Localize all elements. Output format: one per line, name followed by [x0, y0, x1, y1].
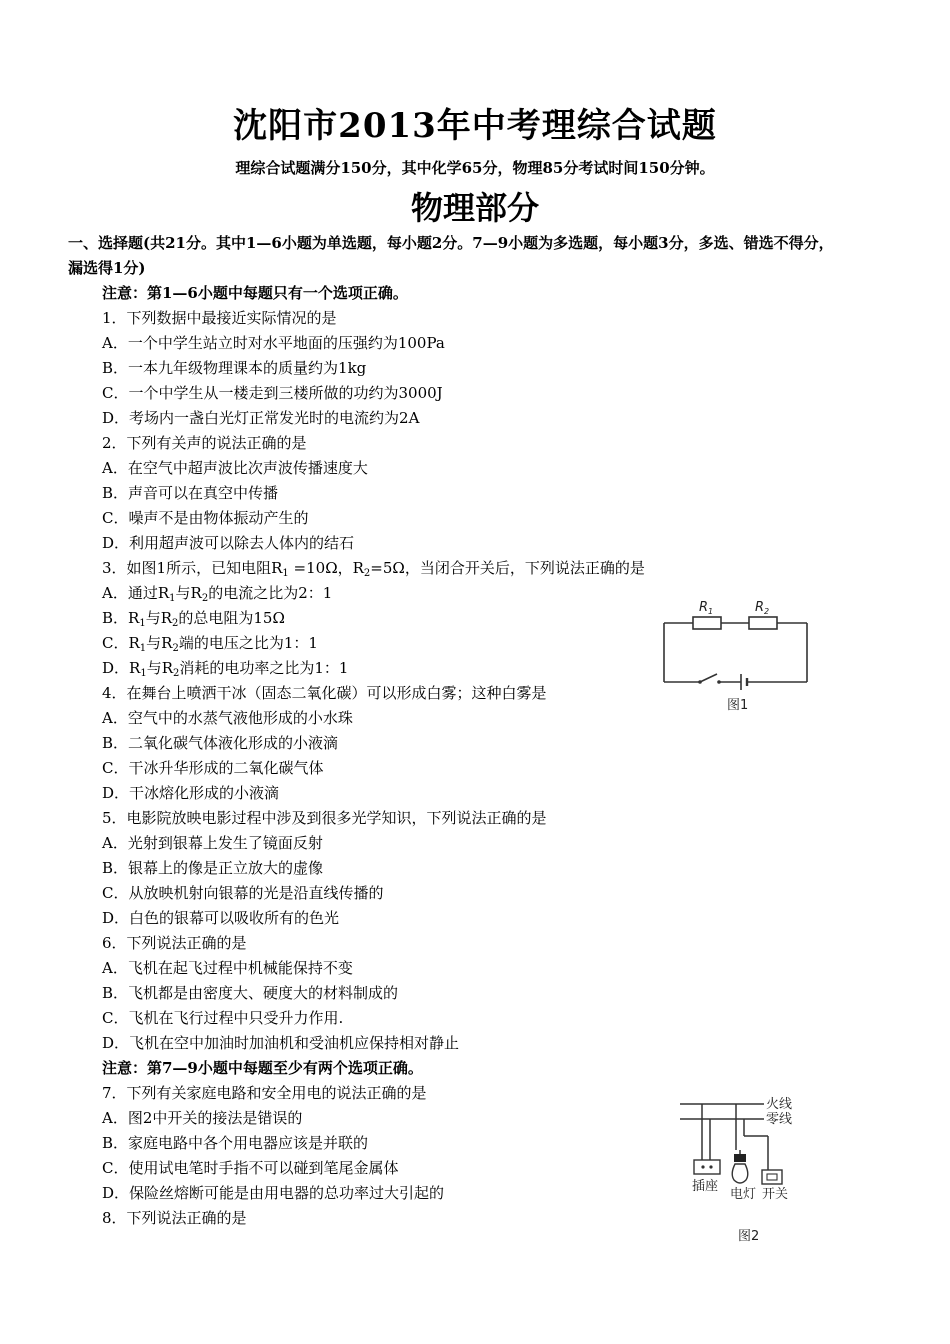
subscript: 2 [172, 643, 179, 654]
question-7-option-a: A．图2中开关的接法是错误的 [102, 1109, 303, 1127]
question-2-option-d: D．利用超声波可以除去人体内的结石 [102, 534, 355, 552]
subscript: 2 [363, 568, 371, 579]
q3b-part: B．R [102, 609, 140, 627]
question-6-option-d: D．飞机在空中加油时加油机和受油机应保持相对静止 [102, 1034, 460, 1052]
part1-heading-line1: 一、选择题(共21分。其中1—6小题为单选题，每小题2分。7—9小题为多选题，每小题3分，多选、错选不得分， [68, 234, 834, 252]
question-4-stem: 4．在舞台上喷洒干冰（固态二氧化碳）可以形成白雾；这种白雾是 [102, 684, 547, 702]
subscript: 2 [201, 593, 209, 604]
question-5-stem: 5．电影院放映电影过程中涉及到很多光学知识，下列说法正确的是 [102, 809, 547, 827]
question-7-stem: 7．下列有关家庭电路和安全用电的说法正确的是 [102, 1084, 427, 1102]
q3-stem-part: =10Ω，R [288, 559, 364, 577]
question-5-option-c: C．从放映机射向银幕的光是沿直线传播的 [102, 884, 384, 902]
q3d-part: D．R [102, 659, 141, 677]
question-6-stem: 6．下列说法正确的是 [102, 934, 247, 952]
q3c-part: 与R [146, 634, 173, 652]
question-4-option-c: C．干冰升华形成的二氧化碳气体 [102, 759, 324, 777]
question-5-option-a: A．光射到银幕上发生了镜面反射 [102, 834, 323, 852]
q3a-part: 的电流之比为2：1 [208, 584, 333, 602]
subscript: 1 [282, 568, 289, 579]
question-3-option-d [102, 658, 348, 678]
bulb-icon [732, 1164, 748, 1183]
figure-2-caption: 图2 [738, 1229, 760, 1244]
question-2-option-a: A．在空气中超声波比次声波传播速度大 [102, 459, 368, 477]
resistor-r2 [749, 617, 777, 629]
question-3-option-c [102, 633, 318, 653]
q3a-part: 与R [175, 584, 202, 602]
q3b-part: 的总电阻为15Ω [178, 609, 285, 627]
question-2-option-c: C．噪声不是由物体振动产生的 [102, 509, 309, 527]
question-1-stem: 1．下列数据中最接近实际情况的是 [102, 309, 337, 327]
q3c-part: C．R [102, 634, 140, 652]
question-3-stem [102, 558, 645, 578]
question-4-option-a: A．空气中的水蒸气液他形成的小水珠 [102, 709, 353, 727]
figure-2-household-circuit [672, 1092, 802, 1250]
question-1-option-d: D．考场内一盏白光灯正常发光时的电流约为2A [102, 409, 420, 427]
question-4-option-b: B．二氧化碳气体液化形成的小液滴 [102, 734, 339, 752]
question-4-option-d: D．干冰熔化形成的小液滴 [102, 784, 280, 802]
question-5-option-b: B．银幕上的像是正立放大的虚像 [102, 859, 324, 877]
subscript: 2 [173, 668, 180, 679]
switch-blade [700, 674, 717, 682]
subscript: 1 [139, 643, 147, 654]
label-live-wire: 火线 [766, 1097, 793, 1112]
label-switch: 开关 [762, 1187, 789, 1202]
question-6-option-a: A．飞机在起飞过程中机械能保持不变 [102, 959, 353, 977]
label-socket: 插座 [692, 1179, 719, 1194]
question-1-option-b: B．一本九年级物理课本的质量约为1kg [102, 359, 367, 377]
question-3-option-a [102, 583, 332, 603]
subscript: 1 [139, 618, 146, 629]
question-7-option-c: C．使用试电笔时手指不可以碰到笔尾金属体 [102, 1159, 399, 1177]
subscript: 1 [140, 668, 147, 679]
subscript: 2 [172, 618, 179, 629]
question-2-stem: 2．下列有关声的说法正确的是 [102, 434, 307, 452]
socket-icon [694, 1160, 720, 1174]
subscript: 1 [169, 593, 176, 604]
q3-stem-part: =5Ω，当闭合开关后，下列说法正确的是 [370, 559, 645, 577]
note-single-choice: 注意：第1—6小题中每题只有一个选项正确。 [102, 284, 408, 302]
question-1-option-a: A．一个中学生站立时对水平地面的压强约为100Pa [102, 334, 445, 352]
exam-info: 理综合试题满分150分，其中化学65分，物理85分考试时间150分钟。 [235, 159, 715, 177]
page-title: 沈阳市2013年中考理综合试题 [233, 106, 717, 146]
q3b-part: 与R [145, 609, 172, 627]
q3-stem-part: 3．如图1所示，已知电阻R [102, 559, 283, 577]
question-6-option-b: B．飞机都是由密度大、硬度大的材料制成的 [102, 984, 399, 1002]
question-7-option-d: D．保险丝熔断可能是由用电器的总功率过大引起的 [102, 1184, 445, 1202]
part1-heading-line2: 漏选得1分) [68, 259, 146, 277]
note-multi-choice: 注意：第7—9小题中每题至少有两个选项正确。 [102, 1059, 423, 1077]
label-lamp: 电灯 [730, 1187, 757, 1202]
q3d-part: 消耗的电功率之比为1：1 [179, 659, 349, 677]
question-5-option-d: D．白色的银幕可以吸收所有的色光 [102, 909, 340, 927]
section-title: 物理部分 [410, 189, 539, 227]
question-8-stem: 8．下列说法正确的是 [102, 1209, 247, 1227]
figure-1-caption: 图1 [727, 698, 749, 713]
label-r2: $R_2$ [755, 600, 770, 616]
question-7-option-b: B．家庭电路中各个用电器应该是并联的 [102, 1134, 369, 1152]
question-3-option-b [102, 608, 285, 628]
question-1-option-c: C．一个中学生从一楼走到三楼所做的功约为3000J [102, 384, 443, 402]
lamp-holder [734, 1154, 746, 1162]
label-r1: $R_1$ [699, 600, 714, 616]
question-6-option-c: C．飞机在飞行过程中只受升力作用. [102, 1009, 344, 1027]
q3d-part: 与R [146, 659, 173, 677]
label-neutral-wire: 零线 [766, 1112, 793, 1127]
q3a-part: A．通过R [102, 584, 170, 602]
figure-1-circuit [655, 598, 815, 716]
question-2-option-b: B．声音可以在真空中传播 [102, 484, 279, 502]
q3c-part: 端的电压之比为1：1 [178, 634, 318, 652]
resistor-r1 [693, 617, 721, 629]
